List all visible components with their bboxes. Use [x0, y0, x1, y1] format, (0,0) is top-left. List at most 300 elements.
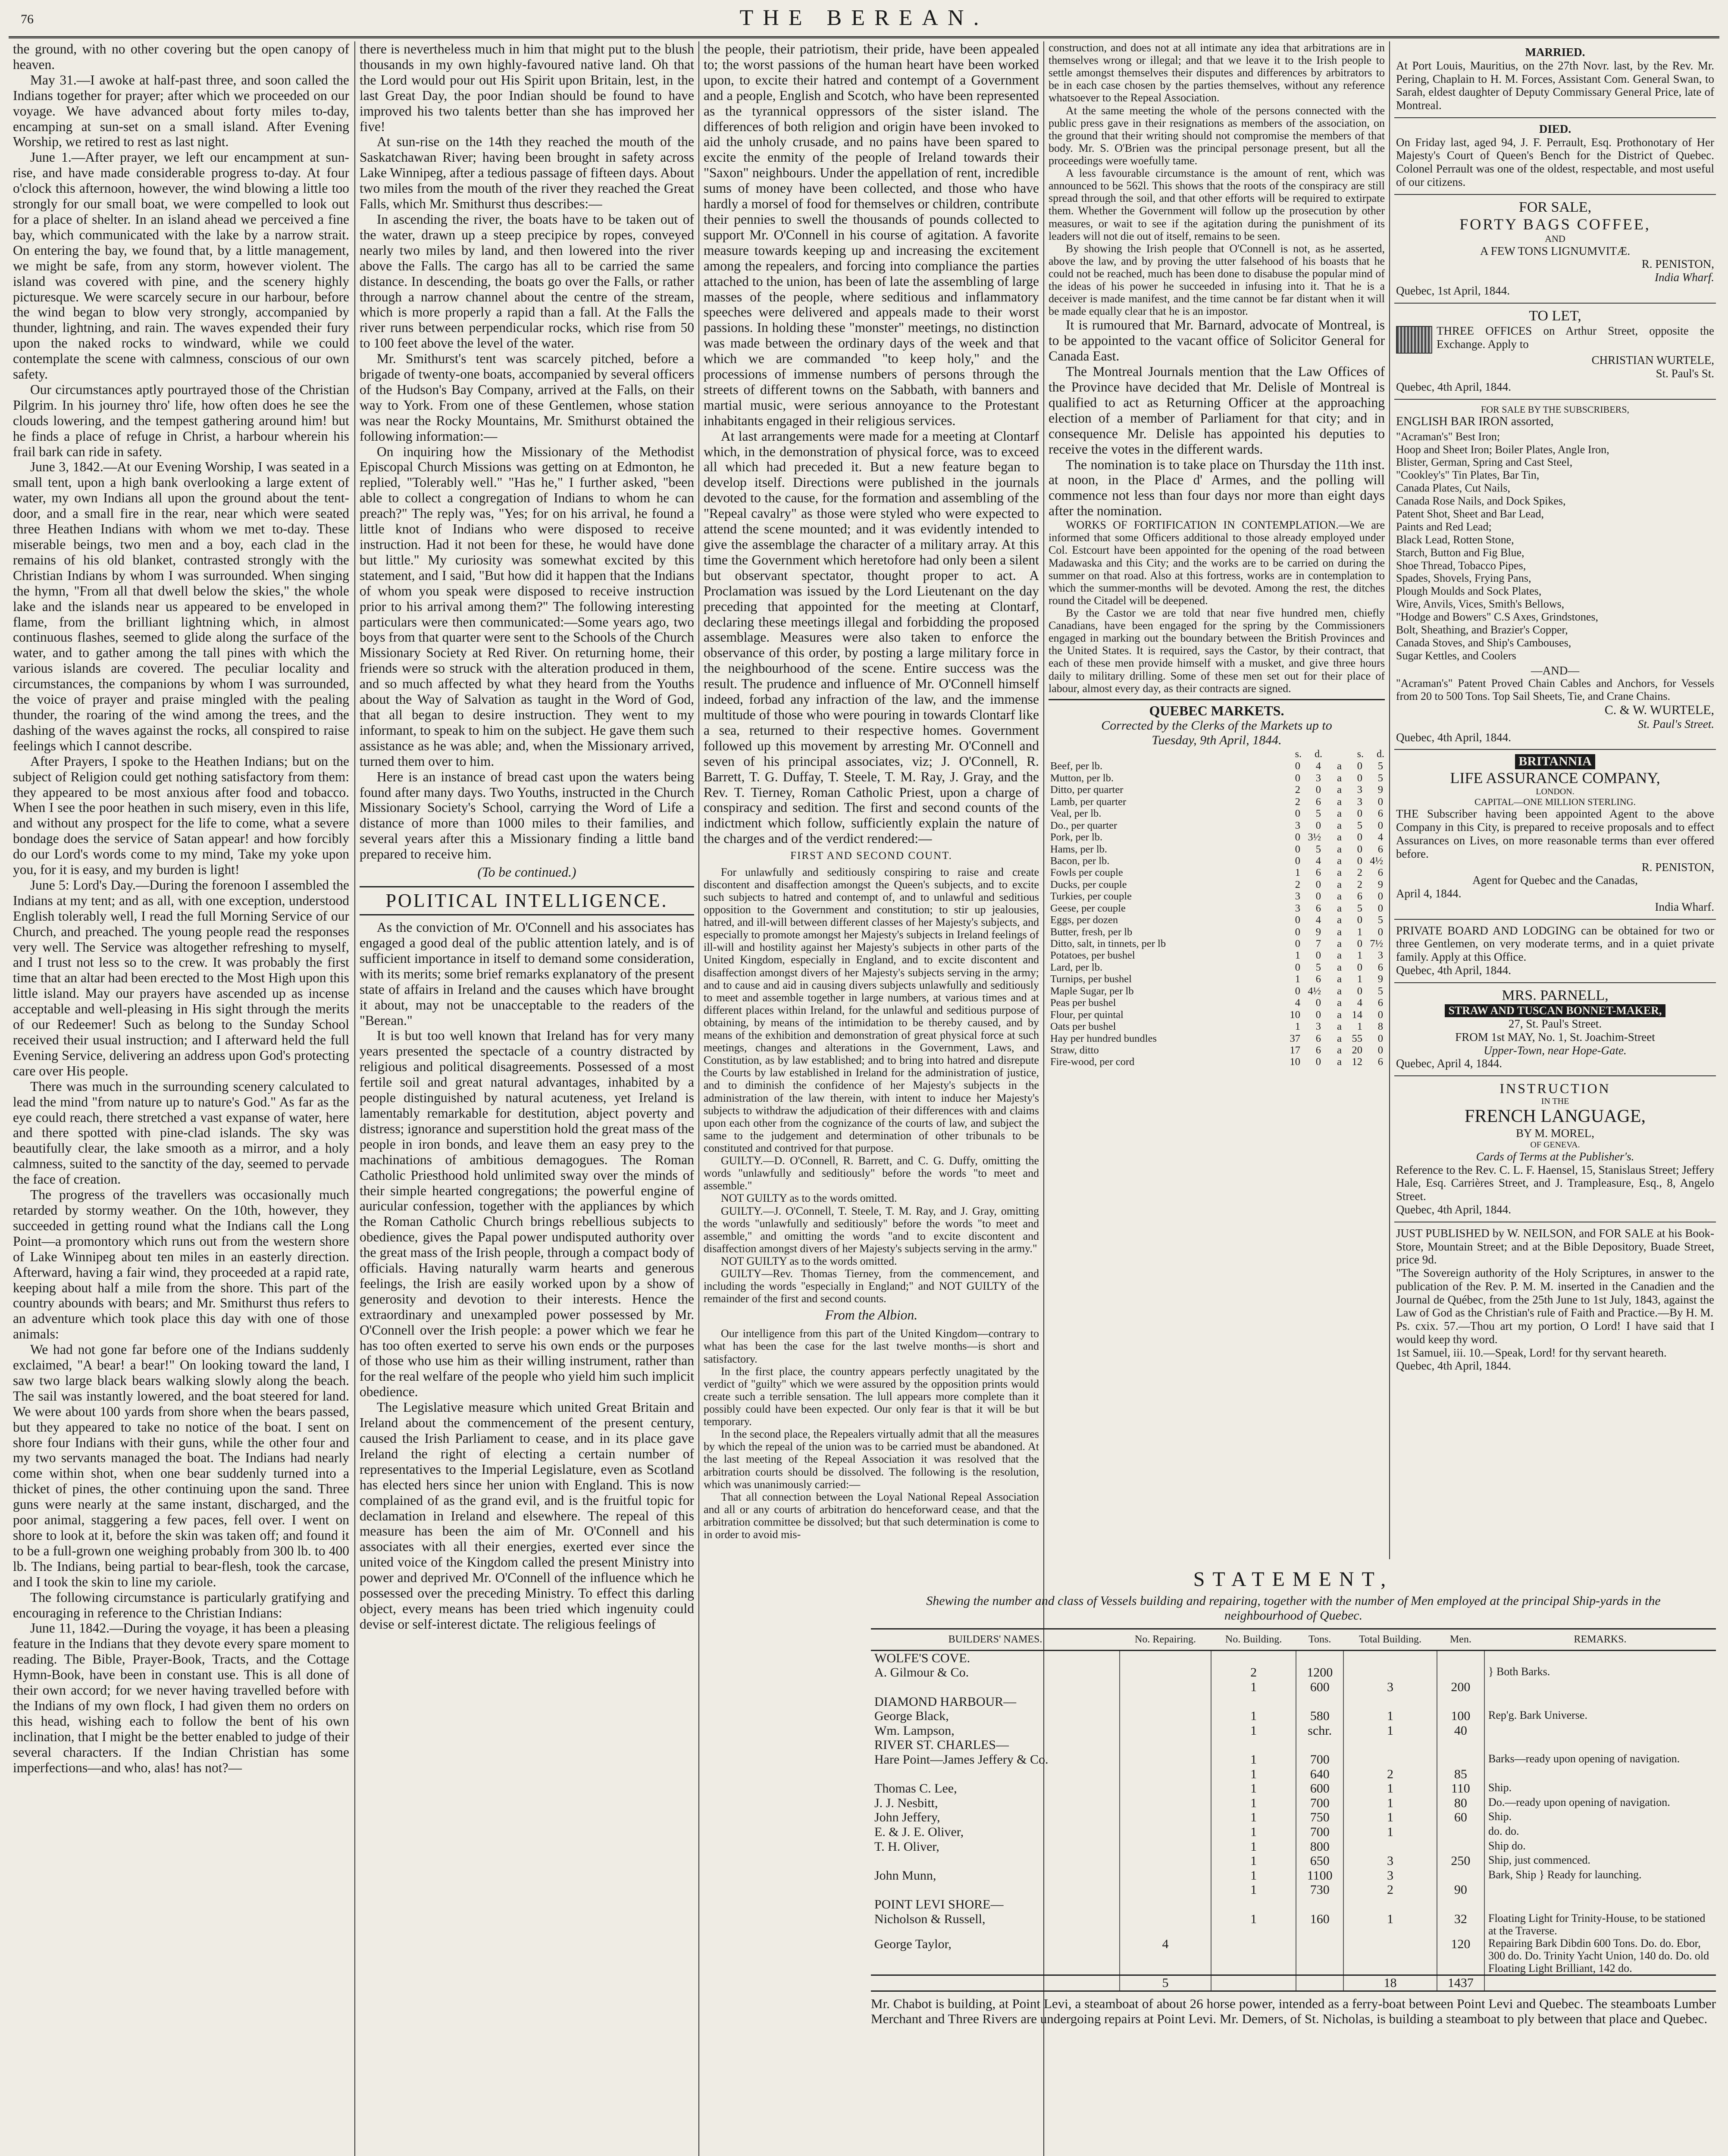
price-cell: 12	[1352, 1056, 1362, 1068]
table-row	[871, 1897, 1716, 1912]
price-item: Hams, per lb.	[1050, 843, 1107, 855]
number-cell: 1	[1343, 1781, 1437, 1796]
totals-row	[871, 1975, 1716, 1991]
ad-cards: Cards of Terms at the Publisher's.	[1476, 1150, 1634, 1163]
table-row	[1049, 1033, 1385, 1044]
page-header	[0, 0, 1728, 34]
ad-heading: FOR SALE BY THE SUBSCRIBERS,	[1481, 404, 1630, 415]
price-cell: 0	[1315, 1056, 1321, 1068]
paragraph: The Legislative measure which united Great Britain and Ireland about the commencement of the present century, caused the Irish Parliament to cease, and in its place gave Ireland the right of electing a certain number of representatives to the Imperial Legislature, even as Scotland has elected hers since her union with England. This is now complained of as the grand evil, and is the fruitful topic for declamation in Ireland and elsewhere. The repeal of this measure has been the aim of Mr. O'Connell and his associates with all their energies, exerted ever since the united voice of the Kingdom called the present Ministry into power and deprived Mr. O'Connell of the influence which he possessed over the preceding Ministry. To effect this darling object, every means has been tried which ingenuity could devise or self-interest dictate. The religious feelings of	[360, 1400, 694, 1632]
ad-city: LONDON.	[1536, 787, 1575, 796]
number-cell	[1120, 1767, 1211, 1782]
ad-in: IN THE	[1541, 1096, 1569, 1106]
number-cell	[1211, 1650, 1296, 1665]
table-row	[1049, 796, 1385, 808]
price-cell: 0	[1357, 772, 1362, 784]
number-cell	[1120, 1724, 1211, 1738]
price-cell: a	[1337, 760, 1342, 772]
number-cell	[1296, 1695, 1343, 1709]
ad-french	[1394, 1076, 1716, 1222]
list-item: Wire, Anvils, Vices, Smith's Bellows,	[1396, 598, 1565, 611]
ad-date: Quebec, 1st April, 1844.	[1396, 284, 1510, 297]
price-cell: 5	[1377, 760, 1383, 772]
price-cell: 0	[1377, 796, 1383, 808]
column-header: No. Building.	[1211, 1629, 1296, 1651]
number-cell: 1	[1211, 1854, 1296, 1868]
paragraph: June 1.—After prayer, we left our encampment at sun-rise, and have made considerable progress to-day. At four o'clock this afternoon, however, the wind blowing a little too strongly for our small boat, we were compelled to look out for a place of shelter. In an island ahead we perceived a fine bay, which communicated with the lake by a narrow strait. On entering the bay, we found that, by a little management, we might be safe, from any storm, however violent. The island was covered with pine, and the scenery highly picturesque. We were scarcely secure in our harbour, before the wind began to blow very strongly, accompanied by thunder, lightning, and rain. The waves expended their fury upon the naked rocks to windward, while we could contemplate the scene with calmness, conscious of our own safety.	[13, 150, 349, 382]
paragraph: Mr. Smithurst's tent was scarcely pitched, before a brigade of twenty-one boats, accompanied by several officers of the Hudson's Bay Company, arrived at the Falls, on their way to York. From one of these Gentlemen, whose station was near the Rocky Mountains, Mr. Smithurst obtained the following information:—	[360, 351, 694, 444]
ad-bonnet	[1394, 983, 1716, 1077]
number-cell	[1120, 1810, 1211, 1825]
column-header: Total Building.	[1343, 1629, 1437, 1651]
verdict: GUILTY.—J. O'Connell, T. Steele, T. M. Ray, and J. Gray, omitting the words "unlawfully and seditiously" before the words "to meet and assemble," and omitting the words "and to excite discontent and disaffection amongst divers of her Majesty's subjects serving in the army."	[704, 1204, 1039, 1255]
ad-to-let	[1394, 304, 1716, 400]
price-cell: 1	[1357, 926, 1362, 938]
table-row	[1049, 1044, 1385, 1056]
price-cell: 2	[1357, 878, 1362, 890]
column-header: s.	[1357, 748, 1364, 760]
ad-place: India Wharf.	[1655, 900, 1714, 913]
price-cell: 55	[1352, 1032, 1362, 1044]
market-rows	[1049, 760, 1385, 1068]
builder-cell: RIVER ST. CHARLES—	[874, 1738, 1009, 1752]
table-row	[1049, 808, 1385, 819]
paragraph: A less favourable circumstance is the amount of rent, which was announced to be 562l. This shows that the roots of the conspiracy are still spread through the soil, and that other efforts will be required to extirpate them. Whether the Government will follow up the prosecution by other measures, or wait to see if the agitation during the punishment of its leaders will not die out of itself, remains to be seen.	[1049, 167, 1385, 242]
price-item: Pork, per lb.	[1050, 831, 1103, 843]
paragraph: By the Castor we are told that near five hundred men, chiefly Canadians, have been engaged for the spring by the Commissioners engaged in marking out the boundary between the British Provinces and the United States. It is required, says the Castor, by their contract, that each of these men provide himself with a musket, and give three hours daily to military drilling. Some of these men set out for their place of labour, almost every day, as their contracts are signed.	[1049, 606, 1385, 695]
number-cell: 1	[1211, 1752, 1296, 1767]
table-row	[1049, 914, 1385, 926]
continued-note: (To be continued.)	[477, 865, 576, 880]
table-row	[871, 1650, 1716, 1665]
price-cell: 7	[1315, 938, 1321, 950]
number-cell	[1437, 1695, 1484, 1709]
price-cell: 7½	[1370, 938, 1383, 950]
verdict: GUILTY.—D. O'Connell, R. Barrett, and C. G. Duffy, omitting the words "unlawfully and seditiously" before the words "to meet and assemble."	[704, 1154, 1039, 1192]
table-header-row	[871, 1629, 1716, 1651]
price-cell: a	[1337, 961, 1342, 973]
table-row	[871, 1912, 1716, 1937]
paragraph: Our intelligence from this part of the United Kingdom—contrary to what has been the case for the last twelve months—is short and satisfactory.	[704, 1327, 1039, 1365]
number-cell	[1296, 1650, 1343, 1665]
price-cell: 6	[1315, 902, 1321, 914]
builder-cell	[871, 1854, 1120, 1868]
ad-banner: BRITANNIA	[1515, 754, 1595, 769]
statement-subtitle: Shewing the number and class of Vessels building and repairing, together with the number of Men employed at the principal Ship-yards in the neighbourhood of Quebec.	[926, 1594, 1661, 1623]
table-row	[1049, 820, 1385, 831]
paragraph: It is but too well known that Ireland has for very many years presented the spectacle of a country distracted by religious and political disagreements. Possessed of a most fertile soil and great natural advantages, inhabited by a people distinguished by natural acuteness, yet Ireland is lamentably remarkable for destitution, abject poverty and distress; ignorance and superstition hold the great mass of the people in iron bonds, and leave them an easy prey to the machinations of ambitious demagogues. The Roman Catholic Priesthood hold unlimited sway over the minds of their simple hearted congregations; the powerful engine of auricular confession, together with the appliances by which the Roman Catholic Church brings rebellious subjects to obedience, gives the Papal power undisputed authority over the great mass of the Irish people, through a compact body of officials. Having naturally warm hearts and generous feelings, the Irish are easily worked upon by a show of generosity and devotion to their interests. Hence the extraordinary and unexampled power possessed by Mr. O'Connell over the Irish people: a power which we fear he has too often exerted to serve his own ends or the purposes of those who use him as their willing instrument, rather than for the real welfare of the people who yield him such implicit obedience.	[360, 1028, 694, 1400]
header-rule	[9, 36, 1719, 38]
price-cell: a	[1337, 997, 1342, 1009]
ad-date: Quebec, 4th April, 1844.	[1396, 380, 1511, 393]
died-title: DIED.	[1539, 122, 1571, 135]
builder-cell: A. Gilmour & Co.	[874, 1665, 969, 1680]
number-cell	[1296, 1937, 1343, 1975]
paragraph: At the same meeting the whole of the persons connected with the public press gave in their resignations as members of the association, on the ground that their writing should not compromise the members of that body. Mr. S. O'Brien was the principal personage present, but all the proceedings were woefully tame.	[1049, 104, 1385, 167]
number-cell: 1	[1211, 1709, 1296, 1724]
list-item: Paints and Red Lead;	[1396, 520, 1492, 533]
number-cell	[1120, 1752, 1211, 1767]
number-cell	[1120, 1825, 1211, 1839]
ad-title: FRENCH LANGUAGE,	[1465, 1106, 1646, 1126]
price-cell: 4	[1315, 760, 1321, 772]
list-item: Patent Shot, Sheet and Bar Lead,	[1396, 507, 1544, 520]
column-header: BUILDERS' NAMES.	[871, 1629, 1120, 1651]
price-cell: a	[1337, 1056, 1342, 1068]
price-item: Hay per hundred bundles	[1050, 1032, 1157, 1044]
number-cell: 1	[1343, 1825, 1437, 1839]
price-cell: 5	[1315, 843, 1321, 855]
number-cell: 200	[1437, 1680, 1484, 1695]
price-cell: 0	[1377, 902, 1383, 914]
table-row	[871, 1868, 1716, 1883]
builder-cell	[871, 1883, 1120, 1897]
total-cell	[1211, 1975, 1296, 1991]
number-cell: 1	[1211, 1767, 1296, 1782]
price-item: Fire-wood, per cord	[1050, 1056, 1135, 1068]
paragraph: June 5: Lord's Day.—During the forenoon I assembled the Indians at my tent; and as all, with one exception, understood English tolerably well, I read the full Morning Service of our Church, and preached. The young people read the responses very well. The Service was altogether refreshing to myself, and I trust not less so to the crew. It was probably the first time that an altar had been erected to the Most High upon this little island. May our prayers have ascended up as incense acceptable and well-pleasing in His sight through the merits of our Redeemer! Such as belong to the Sunday School received their usual instruction; and I afterward held the full Evening Service, delivering an address upon God's protecting care over His people.	[13, 877, 349, 1078]
number-cell: 100	[1437, 1709, 1484, 1724]
column-header: d.	[1377, 748, 1384, 760]
paragraph: For unlawfully and seditiously conspiring to raise and create discontent and disaffection amongst the Queen's subjects, and to excite such subjects to hatred and contempt of, and to unlawful and seditious opposition to the Government and constitution; to stir up jealousies, hatred, and ill-will between different classes of her Majesty's subjects, and especially to promote amongst her Majesty's subjects in Ireland feelings of ill-will and hostility against her Majesty's subjects in other parts of the United Kingdom, especially in England, and to excite discontent and disaffection amongst divers of her Majesty's subjects serving in the army; and to cause and aid in causing divers subjects unlawfully and seditiously to meet and assemble together in large numbers, at various times and at different places within Ireland, for the unlawful and seditious purpose of obtaining, by means of the intimidation to be thereby caused, and by means of the exhibition and demonstration of great physical force at such meetings, changes and alterations in the Government, Laws, and Constitution, as by law established; and to bring into hatred and disrepute the Courts by law established in Ireland for the administration of justice, and to diminish the confidence of her Majesty's subjects in the administration of the law therein, with intent to induce her Majesty's subjects to withdraw the adjudication of their differences with and claims upon each other from the cognizance of the courts of law, and subject the same to the judgement and determination of other tribunals to be constituted and contrived for that purpose.	[704, 865, 1039, 1155]
ad-line: A FEW TONS LIGNUMVITÆ.	[1480, 244, 1631, 257]
number-cell	[1296, 1897, 1343, 1912]
ad-coffee	[1394, 195, 1716, 304]
price-cell: a	[1337, 973, 1342, 985]
ad-place: St. Paul's Street.	[1637, 717, 1714, 730]
price-cell: 4½	[1308, 985, 1321, 997]
price-cell: a	[1337, 819, 1342, 831]
price-cell: 0	[1357, 985, 1362, 997]
number-cell: 580	[1296, 1709, 1343, 1724]
column-header: No. Repairing.	[1120, 1629, 1211, 1651]
table-row	[871, 1767, 1716, 1782]
price-cell: 6	[1377, 961, 1383, 973]
paragraph: the ground, with no other covering but the open canopy of heaven.	[13, 41, 349, 72]
died-text: On Friday last, aged 94, J. F. Perrault, Esq. Prothonotary of Her Majesty's Court of Queen's Bench for the District of Quebec. Colonel Perrault was one of the oldest, respectable, and most useful of our citizens.	[1396, 135, 1714, 188]
ad-body: Reference to the Rev. C. L. F. Haensel, 15, Stanislaus Street; Jeffery Hale, Esq. Carrières Street, and J. Trampleasure, Esq., 8, Angelo Street.	[1396, 1163, 1714, 1203]
married-notice	[1394, 41, 1716, 118]
number-cell	[1120, 1680, 1211, 1695]
price-cell: 6	[1377, 997, 1383, 1009]
price-cell: 14	[1352, 1009, 1362, 1021]
remarks-cell: Rep'g. Bark Universe.	[1484, 1709, 1716, 1724]
number-cell	[1437, 1839, 1484, 1854]
number-cell: 85	[1437, 1767, 1484, 1782]
remarks-cell: Barks—ready upon opening of navigation.	[1484, 1752, 1716, 1767]
table-row	[1049, 772, 1385, 784]
builder-cell: Wm. Lampson,	[874, 1723, 955, 1738]
list-item: Black Lead, Rotten Stone,	[1396, 533, 1514, 546]
table-row	[1049, 1021, 1385, 1032]
house-woodcut-icon	[1396, 326, 1432, 354]
price-cell: 0	[1295, 808, 1300, 820]
price-cell: 0	[1357, 831, 1362, 843]
price-item: Butter, fresh, per lb	[1050, 926, 1133, 938]
ad-board	[1394, 920, 1716, 983]
price-item: Fowls per couple	[1050, 867, 1123, 879]
price-cell: 20	[1352, 1044, 1362, 1056]
list-item: Hoop and Sheet Iron; Boiler Plates, Angle Iron,	[1396, 443, 1609, 456]
table-row	[871, 1709, 1716, 1724]
price-cell: a	[1337, 926, 1342, 938]
table-row	[871, 1724, 1716, 1738]
number-cell	[1120, 1796, 1211, 1811]
paragraph: there is nevertheless much in him that might put to the blush thousands in my own highly-favoured native land. Oh that the Lord would pour out His Spirit upon Britain, lest, in the last Great Day, the poor Indian should be found to have improved his two talents better than she has improved her five!	[360, 41, 694, 134]
number-cell: 1	[1343, 1912, 1437, 1937]
number-cell: 3	[1343, 1680, 1437, 1695]
price-item: Do., per quarter	[1050, 819, 1118, 831]
number-cell	[1343, 1937, 1437, 1975]
ad-britannia	[1394, 750, 1716, 919]
table-row	[871, 1937, 1716, 1975]
number-cell: 600	[1296, 1781, 1343, 1796]
builder-cell: E. & J. E. Oliver,	[874, 1825, 964, 1839]
price-item: Ducks, per couple	[1050, 878, 1127, 890]
list-item: "Cookley's" Tin Plates, Bar Tin,	[1396, 469, 1540, 482]
paragraph: On inquiring how the Missionary of the Methodist Episcopal Church Missions was getting on at Edmonton, he replied, "Tolerably well." "Has he," I further asked, "been able to collect a congregation of Indians to whom he can preach?" The reply was, "Yes; for on his arrival, he found a little knot of Indians who were disposed to receive instruction. Had it not been for these, he would have done but little." My curiosity was somewhat excited by this statement, and I said, "But how did it happen that the Indians of whom you speak were disposed to receive instruction prior to his arrival among them?" The following interesting particulars were then communicated:—Some years ago, two boys from that quarter were sent to the Schools of the Church Missionary Society at Red River. On returning home, their friends were so struck with the alteration produced in them, and so much affected by what they heard from the Youths about the Way of Salvation as taught in the Word of God, that all began to desire instruction. They went to my informant, to speak to him on the subject. He gave them such assistance as he was able; and, when the Missionary arrived, turned them over to him.	[360, 444, 694, 769]
price-cell: 1	[1357, 950, 1362, 962]
price-item: Potatoes, per bushel	[1050, 950, 1135, 962]
ad-tail: "Acraman's" Patent Proved Chain Cables and Anchors, for Vessels from 20 to 500 Tons. Top Sail Sheets, Tie, and Crane Chains.	[1396, 677, 1714, 703]
verdict: NOT GUILTY as to the words omitted.	[721, 1192, 897, 1205]
remarks-cell: Floating Light for Trinity-House, to be stationed at the Traverse.	[1484, 1912, 1716, 1937]
ad-address: Upper-Town, near Hope-Gate.	[1484, 1044, 1627, 1057]
price-cell: 1	[1357, 973, 1362, 985]
number-cell: 2	[1211, 1665, 1296, 1680]
remarks-cell: Bark, Ship } Ready for launching.	[1484, 1868, 1716, 1883]
paragraph: In ascending the river, the boats have to be taken out of the water, drawn up a steep precipice by ropes, conveyed nearly two miles by land, and then lowered into the river above the Falls. The cargo has all to be carried the same distance. In descending, the boats go over the Falls, or rather through a narrow channel about the centre of the stream, which is more properly a rapid than a fall. At the Falls the river runs between perpendicular rocks, which rise from 50 to 100 feet above the level of the water.	[360, 211, 694, 351]
number-cell	[1120, 1883, 1211, 1897]
number-cell: 1100	[1296, 1868, 1343, 1883]
price-cell: 6	[1377, 808, 1383, 820]
price-cell: 4	[1377, 831, 1383, 843]
price-cell: a	[1337, 914, 1342, 926]
total-cell	[871, 1975, 1120, 1991]
column-1	[13, 41, 349, 2156]
price-cell: 0	[1357, 843, 1362, 855]
remarks-cell	[1484, 1767, 1716, 1782]
section-heading: POLITICAL INTELLIGENCE.	[360, 886, 694, 915]
ad-line: FORTY BAGS COFFEE,	[1459, 216, 1651, 233]
price-cell: 5	[1377, 985, 1383, 997]
ad-item-list	[1396, 430, 1714, 662]
remarks-cell: } Both Barks.	[1484, 1665, 1716, 1680]
price-cell: 3½	[1308, 831, 1321, 843]
price-cell: 1	[1295, 973, 1300, 985]
ad-body: THE Subscriber having been appointed Agent to the above Company in this City, is prepared to receive proposals and to effect Assurances on Lives, on more reasonable terms than ever offered before.	[1396, 807, 1714, 860]
price-cell: 3	[1377, 950, 1383, 962]
price-cell: 6	[1315, 1044, 1321, 1056]
table-row	[871, 1752, 1716, 1767]
number-cell	[1437, 1868, 1484, 1883]
number-cell	[1343, 1897, 1437, 1912]
price-cell: 1	[1295, 950, 1300, 962]
list-item: Canada Plates, Cut Nails,	[1396, 482, 1511, 495]
price-cell: 0	[1295, 914, 1300, 926]
price-item: Turnips, per bushel	[1050, 973, 1132, 985]
ad-body: PRIVATE BOARD AND LODGING can be obtained for two or three Gentlemen, on very moderate terms, and in a quiet private family. Apply at this Office.	[1396, 924, 1714, 964]
number-cell: 1	[1211, 1839, 1296, 1854]
number-cell	[1343, 1752, 1437, 1767]
ad-place: St. Paul's St.	[1656, 367, 1714, 380]
price-item: Oats per bushel	[1050, 1021, 1116, 1033]
builder-cell: POINT LEVI SHORE—	[874, 1897, 1004, 1912]
price-item: Beef, per lb.	[1050, 760, 1103, 772]
price-item: Peas per bushel	[1050, 997, 1116, 1009]
price-cell: 5	[1357, 902, 1362, 914]
number-cell	[1343, 1665, 1437, 1680]
price-cell: 9	[1377, 973, 1383, 985]
price-cell: 0	[1315, 890, 1321, 903]
price-cell: 0	[1295, 985, 1300, 997]
remarks-cell: Ship.	[1484, 1810, 1716, 1825]
ad-date: April 4, 1844.	[1396, 887, 1462, 900]
number-cell	[1437, 1752, 1484, 1767]
price-cell: a	[1337, 1009, 1342, 1021]
paragraph: The Montreal Journals mention that the Law Offices of the Province have decided that Mr. Delisle of Montreal is qualified to act as Returning Officer at the approaching election of a member of Parliament for that city; and in consequence Mr. Delisle has appointed his deputies to receive the votes in the different wards.	[1049, 364, 1385, 457]
price-item: Eggs, per dozen	[1050, 914, 1118, 926]
price-cell: 0	[1315, 1009, 1321, 1021]
ad-date: Quebec, 4th April, 1844.	[1396, 730, 1511, 744]
paragraph: As the conviction of Mr. O'Connell and his associates has engaged a good deal of the public attention lately, and is of sufficient importance in itself to demand some consideration, with its merits; some brief remarks explanatory of the present state of affairs in Ireland and the causes which have brought it about, may not be unacceptable to the readers of the "Berean."	[360, 920, 694, 1028]
number-cell	[1120, 1709, 1211, 1724]
number-cell	[1120, 1839, 1211, 1854]
price-cell: a	[1337, 1032, 1342, 1044]
price-cell: 0	[1377, 1032, 1383, 1044]
table-row	[1049, 950, 1385, 961]
number-cell: 730	[1296, 1883, 1343, 1897]
list-item: Shoe Thread, Tobacco Pipes,	[1396, 559, 1526, 572]
remarks-cell: Repairing Bark Dibdin 600 Tons. Do. do. Ebor, 300 do. Do. Trinity Yacht Union, 140 do. Do. old Floating Light Brilliant, 142 do.	[1484, 1937, 1716, 1975]
builder-cell: Thomas C. Lee,	[874, 1781, 957, 1796]
number-cell: 1	[1343, 1810, 1437, 1825]
number-cell: 600	[1296, 1680, 1343, 1695]
price-cell: 8	[1377, 1021, 1383, 1033]
price-cell: 0	[1295, 938, 1300, 950]
price-cell: 0	[1295, 843, 1300, 855]
price-cell: 5	[1357, 819, 1362, 831]
price-cell: 2	[1295, 784, 1300, 796]
table-header-row	[1049, 748, 1385, 761]
ad-of: OF GENEVA.	[1530, 1140, 1580, 1150]
list-item: Spades, Shovels, Frying Pans,	[1396, 572, 1531, 585]
number-cell: 90	[1437, 1883, 1484, 1897]
price-cell: 3	[1315, 772, 1321, 784]
paragraph: We had not gone far before one of the Indians suddenly exclaimed, "A bear! a bear!" On looking toward the land, I saw two large black bears walking slowly along the beach. The sail was instantly lowered, and the boat steered for land. We were about 100 yards from shore when the bears passed, but they appeared to take no notice of the boat. I sent on shore four Indians with their guns, while the other four and my two servants managed the boat. The Indians had nearly come within shot, when one bear suddenly turned into a thicket of pines, the other continuing upon the sand. Three guns were nearly at the same instant, discharged, and the poor animal, staggering a few paces, fell over. I went on shore to look at it, before the skin was taken off; and found it to be a full-grown one weighing probably from 300 lb. to 400 lb. The Indians, being partial to bear-flesh, took the carcase, and I took the skin to line my cariole.	[13, 1342, 349, 1589]
price-cell: a	[1337, 772, 1342, 784]
paragraph: By showing the Irish people that O'Connell is not, as he asserted, above the law, and by proving the utter falsehood of his boasts that he could not be reached, much has been done to disabuse the popular mind of the ideas of his power he succeeded in infusing into it. That he is a deceiver is made manifest, and the time cannot be far distant when it will be made equally clear that he is an impostor.	[1049, 242, 1385, 318]
number-cell: 1	[1211, 1810, 1296, 1825]
ad-heading: TO LET,	[1529, 307, 1581, 324]
price-cell: 6	[1377, 1056, 1383, 1068]
price-cell: 6	[1315, 867, 1321, 879]
number-cell: 60	[1437, 1810, 1484, 1825]
list-item: Bolt, Sheathing, and Brazier's Copper,	[1396, 623, 1568, 636]
ad-date: Quebec, 4th April, 1844.	[1396, 1359, 1511, 1373]
remarks-cell	[1484, 1883, 1716, 1897]
table-row	[871, 1883, 1716, 1897]
table-row	[1049, 962, 1385, 973]
price-cell: 37	[1290, 1032, 1300, 1044]
price-cell: 0	[1315, 784, 1321, 796]
number-cell	[1211, 1738, 1296, 1752]
price-cell: a	[1337, 938, 1342, 950]
ad-place: India Wharf.	[1655, 271, 1714, 284]
number-cell: 1	[1211, 1868, 1296, 1883]
paragraph: The following circumstance is particularly gratifying and encouraging in reference to the Christian Indians:	[13, 1589, 349, 1620]
remarks-cell	[1484, 1695, 1716, 1709]
list-item: "Hodge and Bowers" C.S Axes, Grindstones,	[1396, 611, 1598, 624]
column-5-advertisements	[1394, 41, 1716, 1564]
price-cell: 10	[1290, 1009, 1300, 1021]
column-header: Men.	[1437, 1629, 1484, 1651]
number-cell	[1343, 1738, 1437, 1752]
subheading: From the Albion.	[825, 1307, 918, 1323]
number-cell	[1437, 1825, 1484, 1839]
price-item: Lamb, per quarter	[1050, 796, 1127, 808]
number-cell	[1120, 1695, 1211, 1709]
table-row	[1049, 760, 1385, 772]
price-cell: 3	[1295, 819, 1300, 831]
table-row	[1049, 879, 1385, 890]
table-row	[1049, 855, 1385, 867]
price-cell: 0	[1357, 855, 1362, 867]
price-cell: a	[1337, 985, 1342, 997]
ad-heading: FOR SALE,	[1518, 199, 1592, 215]
table-row	[1049, 1056, 1385, 1068]
number-cell: 640	[1296, 1767, 1343, 1782]
remarks-cell	[1484, 1680, 1716, 1695]
column-header: REMARKS.	[1484, 1629, 1716, 1651]
markets-date: Tuesday, 9th April, 1844.	[1152, 733, 1282, 748]
price-cell: 9	[1315, 926, 1321, 938]
number-cell	[1120, 1738, 1211, 1752]
table-row	[871, 1825, 1716, 1839]
paragraph: That all connection between the Loyal National Repeal Association and all or any courts of arbitration do henceforward cease, and that the arbitration committee be dissolved; but that such determination is come to in order to avoid mis-	[704, 1490, 1039, 1541]
number-cell: 80	[1437, 1796, 1484, 1811]
ad-name: R. PENISTON,	[1641, 860, 1714, 874]
ad-by: BY M. MOREL,	[1515, 1127, 1594, 1140]
died-notice	[1394, 118, 1716, 195]
number-cell: 1	[1211, 1796, 1296, 1811]
ad-published	[1394, 1222, 1716, 1378]
price-item: Flour, per quintal	[1050, 1009, 1124, 1021]
paragraph: Here is an instance of bread cast upon the waters being found after many days. Two Youths, instructed in the Church Missionary Society's School, carrying the Word of Life a distance of more than 1000 miles to their families, and several years after this a Missionary finding a little band prepared to receive him.	[360, 769, 694, 862]
builder-cell: John Jeffery,	[874, 1810, 940, 1825]
price-cell: 4	[1357, 997, 1362, 1009]
number-cell	[1211, 1937, 1296, 1975]
price-cell: 0	[1377, 926, 1383, 938]
price-cell: a	[1337, 1044, 1342, 1056]
price-cell: 5	[1377, 914, 1383, 926]
price-cell: 0	[1357, 938, 1362, 950]
number-cell	[1120, 1854, 1211, 1868]
number-cell: 1200	[1296, 1665, 1343, 1680]
price-item: Maple Sugar, per lb	[1050, 985, 1134, 997]
ad-date: Quebec, 4th April, 1844.	[1396, 963, 1511, 977]
table-row	[1049, 985, 1385, 997]
list-item: Sugar Kettles, and Coolers	[1396, 649, 1516, 662]
number-cell	[1120, 1868, 1211, 1883]
price-cell: 1	[1295, 867, 1300, 879]
remarks-cell: Do.—ready upon opening of navigation.	[1484, 1796, 1716, 1811]
table-row	[1049, 890, 1385, 902]
table-row	[1049, 867, 1385, 878]
ad-iron	[1394, 400, 1716, 750]
markets-title: QUEBEC MARKETS.	[1049, 699, 1385, 718]
list-item: "Acraman's" Best Iron;	[1396, 430, 1500, 443]
